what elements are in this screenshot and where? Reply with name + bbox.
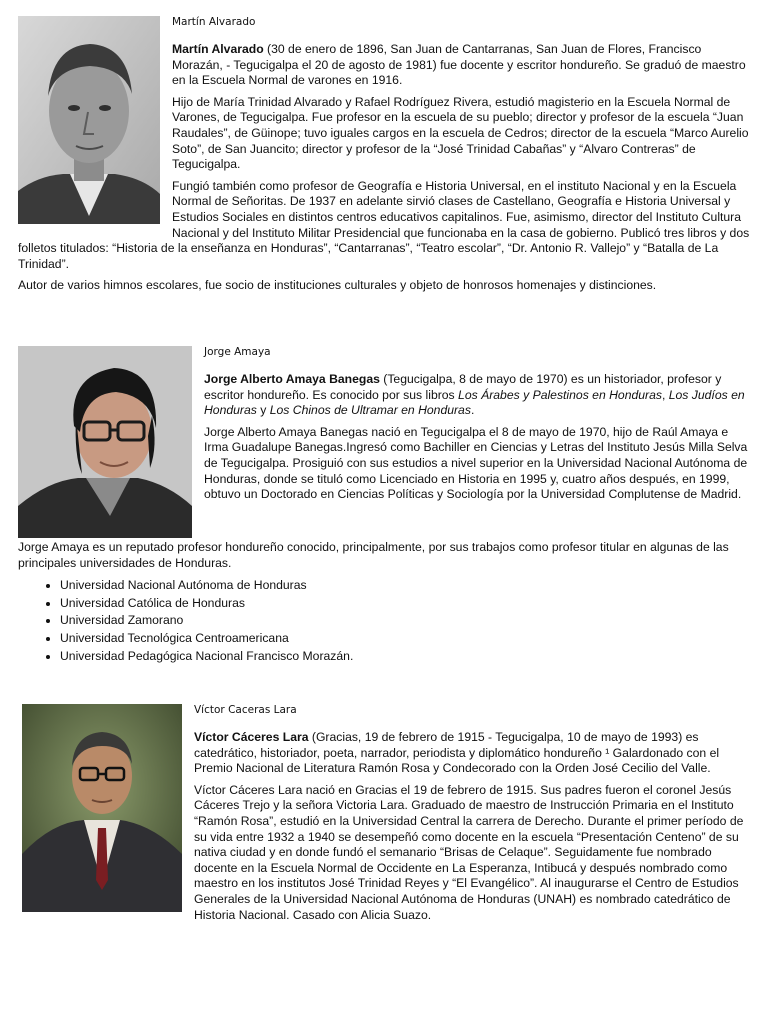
list-item: • Universidad Pedagógica Nacional Francisco Morazán. — [60, 648, 750, 666]
book-title: Los Árabes y Palestinos en Honduras — [458, 387, 662, 402]
bio-intro: Jorge Alberto Amaya Banegas (Tegucigalpa, 8 de mayo de 1970) es un historiador, profesor y escritor hondureño. Es conocido por sus libros Los Árabes y Palestinos en Honduras, Los Judíos en Honduras y Los Chinos de Ultramar en Honduras. — [204, 372, 745, 418]
portrait-martin-alvarado — [18, 16, 160, 224]
bio-intro: Víctor Cáceres Lara (Gracias, 19 de febrero de 1915 - Tegucigalpa, 10 de mayo de 1993) es catedrático, historiador, poeta, narrador, periodista y diplomático hondureño ¹ Galardonado con el Premio Nacional de Literatura Ramón Rosa y Condecorado con la Orden José Cecilio del Valle. — [194, 730, 720, 776]
bio-paragraph: Hijo de María Trinidad Alvarado y Rafael Rodríguez Rivera, estudió magisterio en la Escuela Normal de Varones, de Tegucigalpa. Fue profesor en la escuela de su pueblo; director y profesor de la escuela “Juan Raudales”, de Güinope; tuvo iguales cargos en la escuela de Cedros; director de la escuela “Marco Aurelio Soto”, de San Juancito; director y profesor de la “José Trinidad Cabañas” y “Alvaro Contreras” de Tegucigalpa. — [172, 94, 749, 172]
bio-header: Martín Alvarado — [172, 16, 256, 28]
university-list — [18, 577, 750, 665]
list-item: • Universidad Tecnológica Centroamericana — [60, 630, 750, 648]
list-item: • Universidad Zamorano — [60, 612, 750, 630]
bio-paragraph: Autor de varios himnos escolares, fue socio de instituciones culturales y objeto de honrosos homenajes y distinciones. — [18, 278, 657, 293]
bio-paragraph: Fungió también como profesor de Geografía e Historia Universal, en el instituto Nacional y en la Escuela Normal de Señoritas. De 1937 en adelante sirvió clases de Castellano, Geografía e Historia Universal y Estudios Sociales en distintos centros educativos capitalinos. Fue, asimismo, director del Instituto Cultura Nacional y del Instituto Militar Presidencial que funcionaba en la casa de gobierno. Publicó tres libros y dos folletos titulados: “Historia de la enseñanza en Honduras”, “Cantarranas”, “Teatro escolar”, “Dr. Antonio R. Vallejo” y “Batalla de La Trinidad”. — [18, 178, 750, 271]
bio-paragraph: Víctor Cáceres Lara nació en Gracias el 19 de febrero de 1915. Sus padres fueron el coronel Jesús Cáceres Trejo y la señora Victoria Lara. Graduado de maestro de Instrucción Primaria en el Instituto “Ramón Rosa”, estudió en la Universidad Central la carrera de Derecho. Durante el primer período de su vida entre 1932 a 1940 se desempeñó como docente en la escuela “Presentación Centeno” de su nativa ciudad y en donde fundó el semanario “Brisas de Celaque”. Seguidamente fue nombrado docente en la Escuela Normal de Occidente en La Esperanza, Intibucá y después nombrado como maestro en los institutos José Trinidad Reyes y “El Evangélico”. Al inaugurarse el Centro de Estudios Generales de la Universidad Nacional Autónoma de Honduras (UNAH) es nombrado catedrático de Historia Nacional. Casado con Alicia Suazo. — [194, 782, 744, 922]
portrait-victor-caceres-lara — [22, 704, 182, 912]
list-item: • Universidad Católica de Honduras — [60, 595, 750, 613]
list-item: • Universidad Nacional Autónoma de Honduras — [60, 577, 750, 595]
bio-paragraph: Jorge Alberto Amaya Banegas nació en Tegucigalpa el 8 de mayo de 1970, hijo de Raúl Amaya e Irma Guadalupe Banegas.Ingresó como Bachiller en Ciencias y Letras del Instituto Jesús Milla Selva de Tegucigalpa. Prosiguió con sus estudios a nivel superior en la Universidad Nacional Autónoma de Honduras, donde se tituló como Licenciado en Historia en 1995 y, cuatro años después, en 1999, obtuvo un Doctorado en Ciencias Políticas y Sociología por la Universidad Complutense de Madrid. — [204, 424, 748, 502]
portrait-jorge-amaya — [18, 346, 192, 538]
bio-paragraph: Jorge Amaya es un reputado profesor hondureño conocido, principalmente, por sus trabajos como profesor titular en algunas de las principales universidades de Honduras. — [18, 540, 729, 570]
bio-lead-name: Martín Alvarado — [172, 42, 264, 56]
bio-martin-alvarado — [0, 16, 768, 300]
bio-header: Víctor Caceras Lara — [194, 704, 297, 716]
book-title: Los Judíos en Honduras — [204, 387, 745, 418]
bio-victor-caceres-lara — [0, 704, 768, 929]
bio-lead-name: Jorge Alberto Amaya Banegas — [204, 372, 380, 386]
bio-jorge-amaya — [0, 346, 768, 665]
bio-header: Jorge Amaya — [204, 346, 271, 358]
book-title: Los Chinos de Ultramar en Honduras — [269, 403, 471, 418]
bio-lead-name: Víctor Cáceres Lara — [194, 730, 309, 744]
bio-intro: Martín Alvarado (30 de enero de 1896, San Juan de Cantarranas, San Juan de Flores, Francisco Morazán, - Tegucigalpa el 20 de agosto de 1981) fue docente y escritor hondureño. Se graduó de maestro en la Escuela Normal de varones en 1916. — [172, 42, 746, 88]
